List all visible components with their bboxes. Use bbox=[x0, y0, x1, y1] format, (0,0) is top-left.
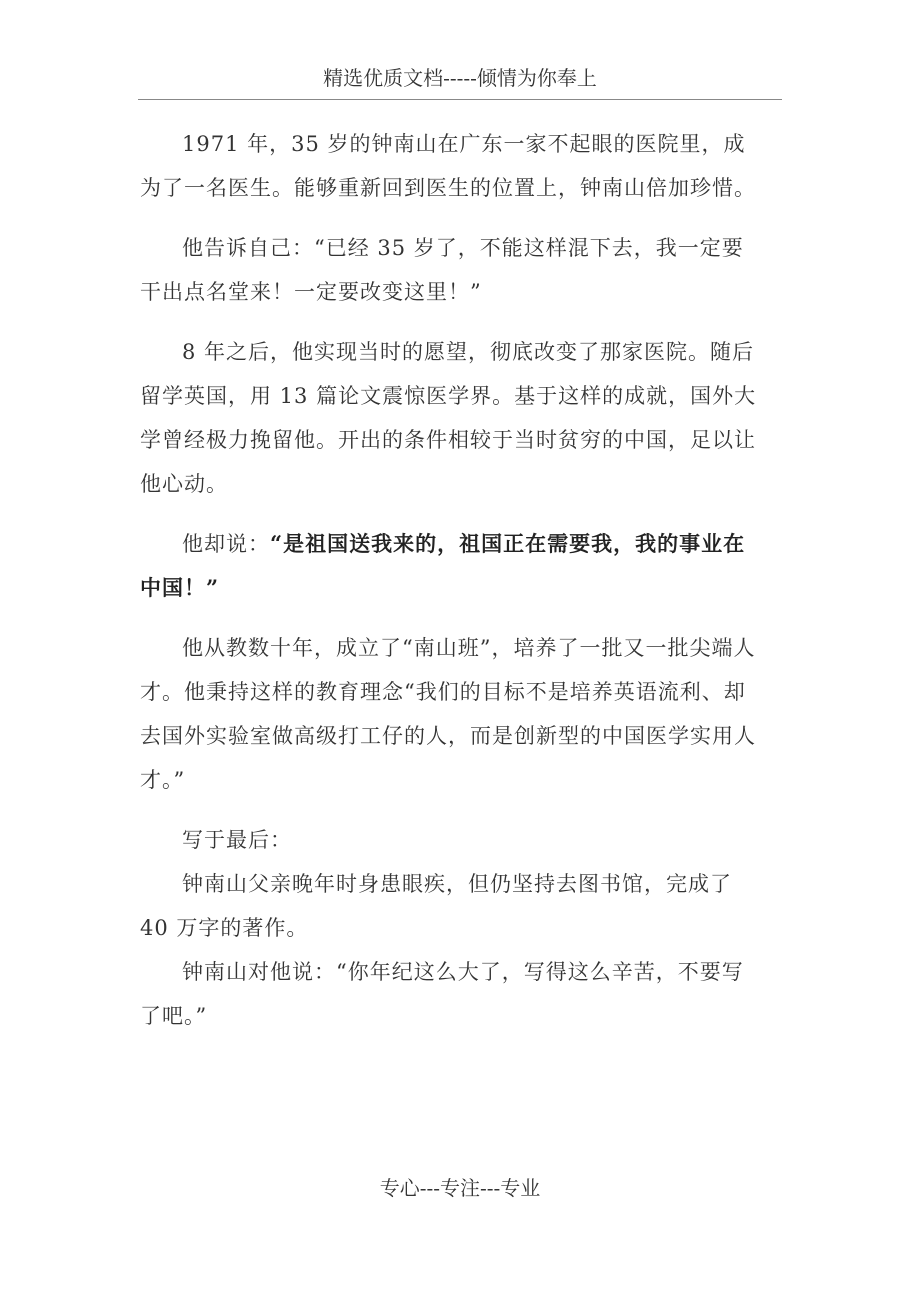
document-body bbox=[140, 122, 760, 1038]
page-footer-text: 专心---专注---专业 bbox=[379, 1176, 541, 1200]
paragraph-1: 1971 年，35 岁的钟南山在广东一家不起眼的医院里，成为了一名医生。能够重新回到医生的位置上，钟南山倍加珍惜。 bbox=[140, 132, 756, 200]
paragraph-5: 他从教数十年，成立了“南山班”，培养了一批又一批尖端人才。他秉持这样的教育理念“我们的目标不是培养英语流利、却去国外实验室做高级打工仔的人，而是创新型的中国医学实用人才。” bbox=[140, 636, 756, 792]
page-header-text: 精选优质文档-----倾情为你奉上 bbox=[323, 66, 597, 90]
paragraph-8: 钟南山对他说：“你年纪这么大了，写得这么辛苦，不要写了吧。” bbox=[140, 960, 744, 1028]
page-header bbox=[138, 64, 782, 100]
page-footer bbox=[0, 1174, 920, 1202]
paragraph-7: 钟南山父亲晚年时身患眼疾，但仍坚持去图书馆，完成了 40 万字的著作。 bbox=[140, 872, 732, 940]
paragraph-6: 写于最后： bbox=[182, 828, 292, 852]
paragraph-4-quote: “是祖国送我来的，祖国正在需要我，我的事业在中国！” bbox=[140, 531, 746, 600]
paragraph-3: 8 年之后，他实现当时的愿望，彻底改变了那家医院。随后留学英国，用 13 篇论文震惊医学界。基于这样的成就，国外大学曾经极力挽留他。开出的条件相较于当时贫穷的中国，足以让他心动。 bbox=[140, 340, 757, 496]
paragraph-4 bbox=[140, 522, 760, 610]
paragraph-2: 他告诉自己：“已经 35 岁了，不能这样混下去，我一定要干出点名堂来！一定要改变这里！” bbox=[140, 236, 744, 304]
paragraph-4-prefix: 他却说： bbox=[182, 532, 270, 556]
